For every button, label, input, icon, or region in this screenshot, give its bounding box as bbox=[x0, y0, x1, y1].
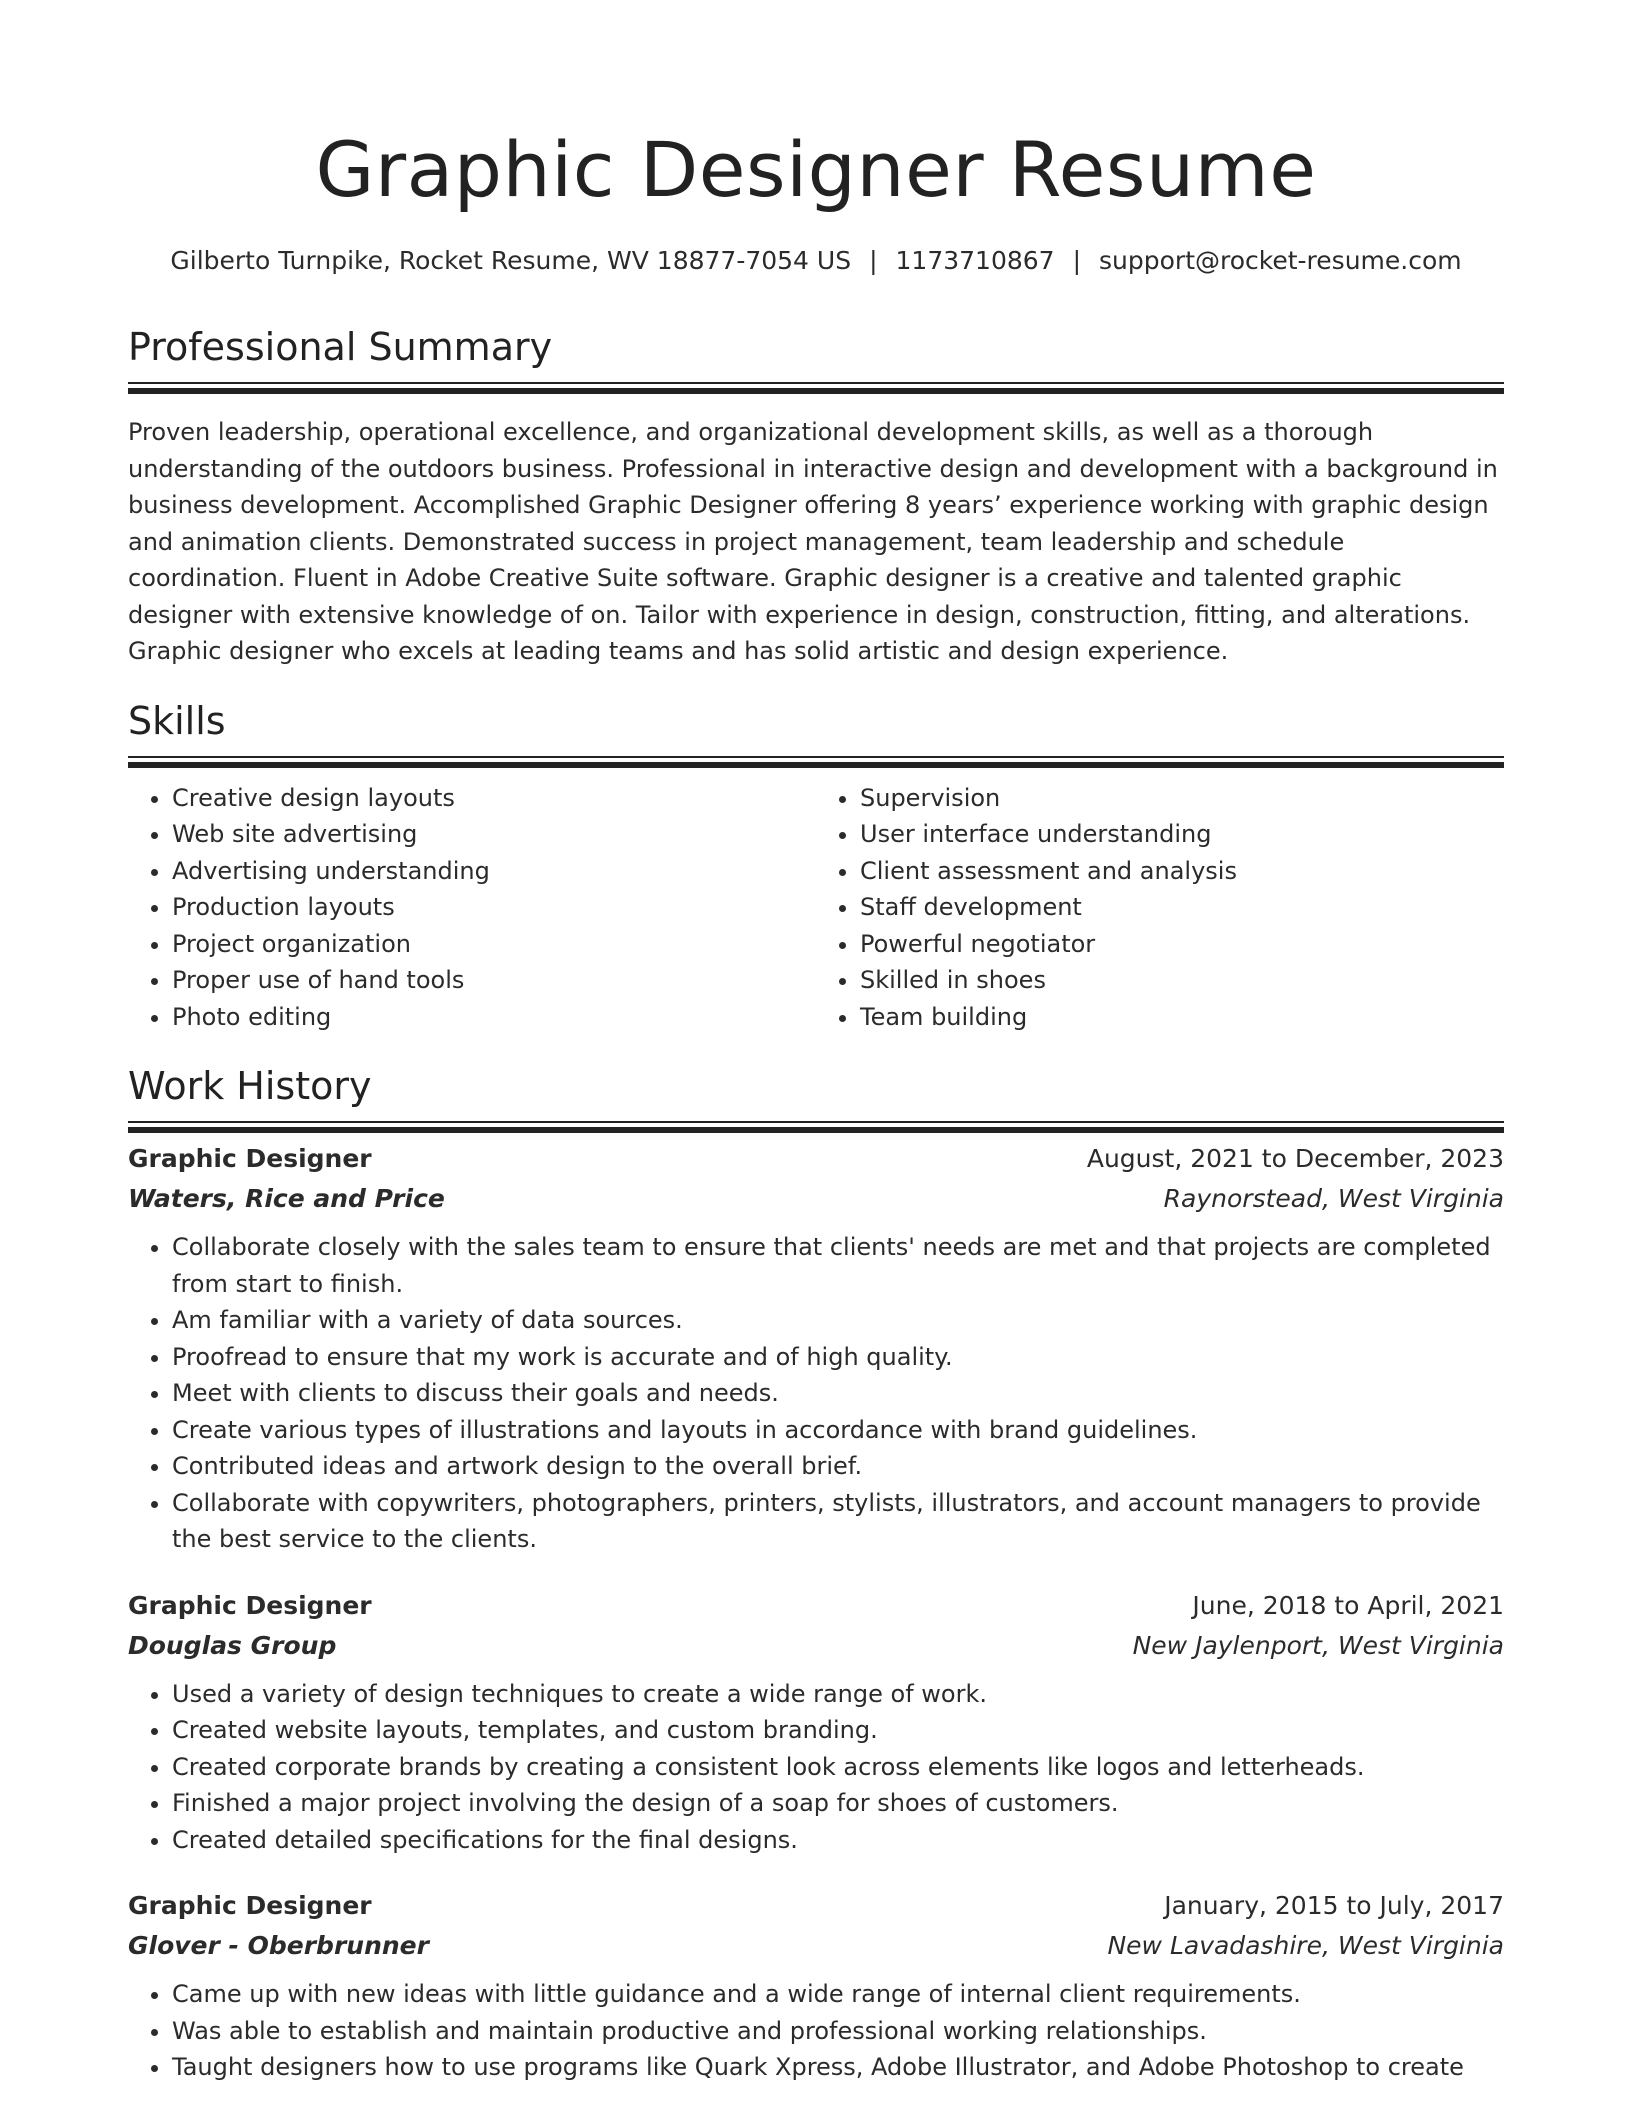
contact-phone: 1173710867 bbox=[895, 246, 1055, 275]
section-divider bbox=[128, 382, 1504, 384]
skills-columns bbox=[128, 780, 1504, 1036]
skill-item: • Creative design layouts bbox=[172, 780, 816, 817]
skill-item: • Staff development bbox=[860, 889, 1504, 926]
job-entry bbox=[128, 1586, 1504, 1859]
summary-text: Proven leadership, operational excellence, and organizational development skills, as well as a thorough understanding of the outdoors business. Professional in interactive design and development with a background in business development. Accomplished Graphic Designer offering 8 years’ experience working with graphic design and animation clients. Demonstrated success in project management, team leadership and schedule coordination. Fluent in Adobe Creative Suite software. Graphic designer is a creative and talented graphic designer with extensive knowledge of on. Tailor with experience in design, construction, fitting, and alterations. Graphic designer who excels at leading teams and has solid artistic and design experience. bbox=[128, 418, 1498, 665]
job-location: New Jaylenport, West Virginia bbox=[1132, 1630, 1504, 1660]
list-item: • Contributed ideas and artwork design to the overall brief. bbox=[172, 1448, 1504, 1485]
contact-separator: | bbox=[1072, 246, 1082, 275]
company-name: Douglas Group bbox=[128, 1630, 337, 1660]
skill-item: • Production layouts bbox=[172, 889, 816, 926]
list-item: • Created website layouts, templates, and custom branding. bbox=[172, 1712, 1504, 1749]
list-item: • Collaborate with copywriters, photographers, printers, stylists, illustrators, and account managers to provide the best service to the clients. bbox=[172, 1485, 1504, 1558]
job-entry bbox=[128, 1886, 1504, 2086]
list-item: • Used a variety of design techniques to create a wide range of work. bbox=[172, 1676, 1504, 1713]
contact-line bbox=[128, 244, 1504, 278]
list-item: • Am familiar with a variety of data sources. bbox=[172, 1302, 1504, 1339]
list-item: • Created detailed specifications for the final designs. bbox=[172, 1822, 1504, 1859]
job-entry bbox=[128, 1139, 1504, 1558]
section-divider bbox=[128, 1121, 1504, 1123]
page-title: Graphic Designer Resume bbox=[315, 125, 1317, 214]
skill-item: • Powerful negotiator bbox=[860, 926, 1504, 963]
skill-item: • Photo editing bbox=[172, 999, 816, 1036]
job-location: New Lavadashire, West Virginia bbox=[1107, 1931, 1504, 1960]
list-item: • Taught designers how to use programs like Quark Xpress, Adobe Illustrator, and Adobe Photoshop to create bbox=[172, 2049, 1504, 2086]
job-dates: August, 2021 to December, 2023 bbox=[1086, 1144, 1504, 1173]
skills-heading: Skills bbox=[128, 698, 226, 743]
list-item: • Came up with new ideas with little guidance and a wide range of internal client requirements. bbox=[172, 1976, 1504, 2013]
job-title: Graphic Designer bbox=[128, 1891, 372, 1920]
job-dates: January, 2015 to July, 2017 bbox=[1164, 1891, 1504, 1920]
list-item: • Finished a major project involving the design of a soap for shoes of customers. bbox=[172, 1785, 1504, 1822]
job-location: Raynorstead, West Virginia bbox=[1163, 1184, 1504, 1213]
work-history-heading: Work History bbox=[128, 1064, 372, 1108]
skills-list-left bbox=[128, 780, 816, 1036]
summary-section bbox=[128, 322, 1504, 670]
job-title: Graphic Designer bbox=[128, 1590, 372, 1620]
work-history-section bbox=[128, 1061, 1504, 2086]
skill-item: • Project organization bbox=[172, 926, 816, 963]
list-item: • Was able to establish and maintain productive and professional working relationships. bbox=[172, 2013, 1504, 2050]
job-bullets bbox=[128, 1676, 1504, 1859]
skill-item: • Proper use of hand tools bbox=[172, 962, 816, 999]
job-title: Graphic Designer bbox=[128, 1144, 372, 1173]
list-item: • Collaborate closely with the sales team to ensure that clients' needs are met and that projects are completed from start to finish. bbox=[172, 1229, 1504, 1302]
skills-section bbox=[128, 696, 1504, 1036]
section-divider bbox=[128, 756, 1504, 758]
list-item: • Meet with clients to discuss their goals and needs. bbox=[172, 1375, 1504, 1412]
skill-item: • Advertising understanding bbox=[172, 853, 816, 890]
contact-email: support@rocket-resume.com bbox=[1099, 246, 1462, 275]
skill-item: • Web site advertising bbox=[172, 816, 816, 853]
skill-item: • Skilled in shoes bbox=[860, 962, 1504, 999]
list-item: • Create various types of illustrations and layouts in accordance with brand guidelines. bbox=[172, 1412, 1504, 1449]
contact-address: Gilberto Turnpike, Rocket Resume, WV 18877-7054 US bbox=[170, 246, 852, 275]
job-dates: June, 2018 to April, 2021 bbox=[1192, 1590, 1504, 1620]
contact-separator: | bbox=[869, 246, 878, 275]
skill-item: • Supervision bbox=[860, 780, 1504, 817]
skill-item: • User interface understanding bbox=[860, 816, 1504, 853]
company-name: Waters, Rice and Price bbox=[128, 1184, 445, 1213]
summary-heading: Professional Summary bbox=[128, 325, 553, 369]
company-name: Glover - Oberbrunner bbox=[128, 1931, 429, 1960]
skills-list-right bbox=[816, 780, 1504, 1036]
list-item: • Proofread to ensure that my work is accurate and of high quality. bbox=[172, 1339, 1504, 1376]
list-item: • Created corporate brands by creating a consistent look across elements like logos and letterheads. bbox=[172, 1749, 1504, 1786]
skill-item: • Client assessment and analysis bbox=[860, 853, 1504, 890]
job-bullets bbox=[128, 1229, 1504, 1558]
job-bullets bbox=[128, 1976, 1504, 2086]
skill-item: • Team building bbox=[860, 999, 1504, 1036]
